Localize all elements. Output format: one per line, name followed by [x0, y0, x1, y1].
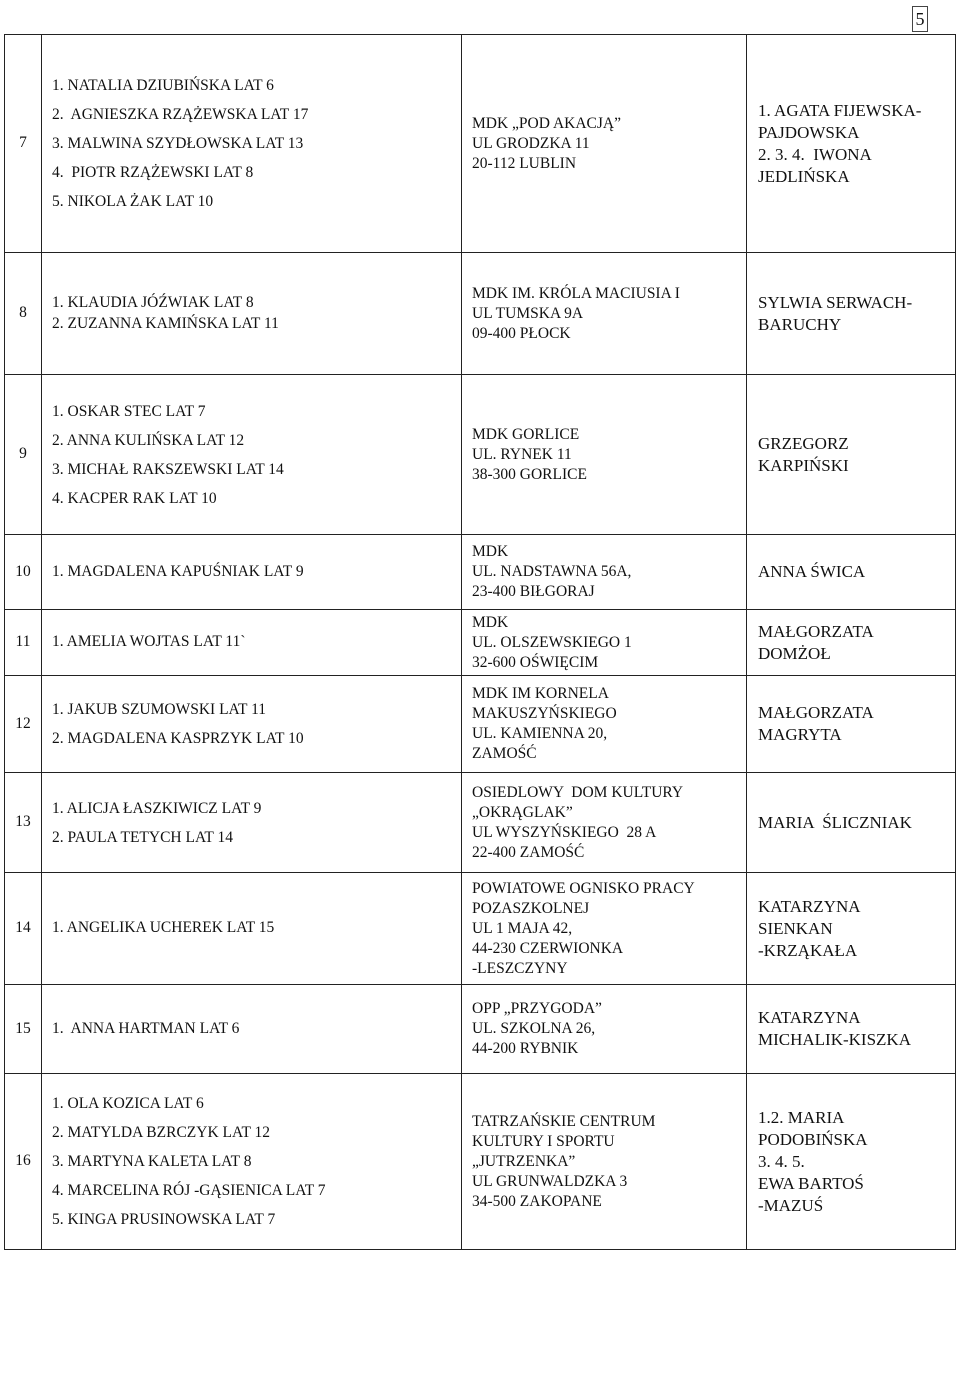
- teacher-cell-line: DOMŻOŁ: [758, 643, 831, 663]
- table-row: [5, 253, 956, 375]
- institution-cell-line: 09-400 PŁOCK: [472, 324, 571, 342]
- institution-cell-line: UL 1 MAJA 42,: [472, 919, 573, 937]
- participants-cell-line: 1. OLA KOZICA LAT 6: [52, 1095, 204, 1112]
- institution-cell-line: 20-112 LUBLIN: [472, 154, 577, 172]
- teacher-cell: [747, 610, 956, 676]
- institution-cell-line: 32-600 OŚWIĘCIM: [472, 653, 599, 671]
- institution-cell-line: UL GRUNWALDZKA 3: [472, 1172, 628, 1190]
- teacher-cell: [747, 35, 956, 253]
- institution-cell: [462, 375, 747, 535]
- institution-cell-line: UL TUMSKA 9A: [472, 304, 584, 322]
- row-number: 11: [5, 610, 42, 676]
- institution-cell: [462, 676, 747, 773]
- participants-cell-line: 2. AGNIESZKA RZĄŻEWSKA LAT 17: [52, 106, 309, 123]
- teacher-cell-line: 3. 4. 5.: [758, 1151, 805, 1171]
- table-row: [5, 610, 956, 676]
- teacher-cell-line: MAŁGORZATA: [758, 703, 874, 722]
- participants-cell-line: 5. NIKOLA ŻAK LAT 10: [52, 193, 214, 210]
- teacher-cell-line: SIENKAN: [758, 918, 833, 938]
- institution-cell-line: 23-400 BIŁGORAJ: [472, 583, 595, 600]
- institution-cell-line: MDK IM KORNELA: [472, 685, 609, 702]
- institution-cell: [462, 1074, 747, 1250]
- institution-cell-line: „JUTRZENKA”: [472, 1152, 576, 1170]
- teacher-cell-line: 1. AGATA FIJEWSKA-: [758, 100, 922, 120]
- teacher-cell-line: MICHALIK-KISZKA: [758, 1030, 911, 1049]
- participants-cell: [42, 35, 462, 253]
- institution-cell-line: UL GRODZKA 11: [472, 134, 590, 152]
- teacher-cell-line: PODOBIŃSKA: [758, 1129, 868, 1149]
- teacher-cell-line: 1.2. MARIA: [758, 1107, 845, 1127]
- participants-cell-line: 4. MARCELINA RÓJ -GĄSIENICA LAT 7: [52, 1182, 326, 1199]
- participants-cell-line: 1. ANGELIKA UCHEREK LAT 15: [52, 919, 275, 937]
- teacher-cell-line: MAŁGORZATA: [758, 621, 874, 641]
- participants-cell-line: 3. MICHAŁ RAKSZEWSKI LAT 14: [52, 460, 284, 478]
- teacher-cell-line: BARUCHY: [758, 314, 842, 334]
- participants-cell: [42, 253, 462, 375]
- participants-cell-line: 3. MARTYNA KALETA LAT 8: [52, 1153, 252, 1170]
- institution-cell-line: 38-300 GORLICE: [472, 465, 587, 483]
- teacher-cell-line: PAJDOWSKA: [758, 122, 860, 142]
- teacher-cell: [747, 1074, 956, 1250]
- institution-cell-line: 44-200 RYBNIK: [472, 1040, 579, 1057]
- institution-cell-line: POZASZKOLNEJ: [472, 899, 590, 917]
- participants-cell-line: 3. MALWINA SZYDŁOWSKA LAT 13: [52, 135, 304, 152]
- participants-cell-line: 2. ANNA KULIŃSKA LAT 12: [52, 431, 245, 449]
- institution-cell-line: UL. KAMIENNA 20,: [472, 725, 608, 742]
- teacher-cell-line: EWA BARTOŚ: [758, 1173, 864, 1193]
- institution-cell-line: MDK GORLICE: [472, 425, 580, 443]
- participants-cell-line: 1. OSKAR STEC LAT 7: [52, 402, 206, 420]
- institution-cell-line: MAKUSZYŃSKIEGO: [472, 705, 617, 722]
- table-row: [5, 1074, 956, 1250]
- row-number: 16: [5, 1074, 42, 1250]
- participants-cell: [42, 1074, 462, 1250]
- teacher-cell-line: MARIA ŚLICZNIAK: [758, 812, 912, 832]
- teacher-cell: [747, 773, 956, 873]
- participants-cell-line: 1. NATALIA DZIUBIŃSKA LAT 6: [52, 77, 274, 94]
- institution-cell-line: KULTURY I SPORTU: [472, 1132, 615, 1150]
- institution-cell-line: OSIEDLOWY DOM KULTURY: [472, 783, 684, 801]
- teacher-cell: [747, 253, 956, 375]
- participants-cell: [42, 873, 462, 985]
- participants-cell-line: 2. ZUZANNA KAMIŃSKA LAT 11: [52, 314, 279, 332]
- participants-cell: [42, 676, 462, 773]
- teacher-cell-line: -MAZUŚ: [758, 1195, 824, 1215]
- teacher-cell-line: KARPIŃSKI: [758, 455, 849, 475]
- institution-cell-line: TATRZAŃSKIE CENTRUM: [472, 1112, 656, 1130]
- teacher-cell-line: KATARZYNA: [758, 1008, 861, 1027]
- participants-table: [4, 34, 956, 1250]
- participants-cell-line: 1. AMELIA WOJTAS LAT 11`: [52, 633, 246, 651]
- participants-cell: [42, 610, 462, 676]
- institution-cell-line: POWIATOWE OGNISKO PRACY: [472, 879, 695, 897]
- institution-cell: [462, 773, 747, 873]
- teacher-cell-line: JEDLIŃSKA: [758, 166, 850, 186]
- teacher-cell: [747, 375, 956, 535]
- institution-cell-line: 34-500 ZAKOPANE: [472, 1192, 602, 1210]
- teacher-cell-line: GRZEGORZ: [758, 433, 849, 453]
- participants-cell-line: 1. ANNA HARTMAN LAT 6: [52, 1019, 240, 1037]
- participants-cell-line: 1. KLAUDIA JÓŹWIAK LAT 8: [52, 294, 254, 311]
- row-number: 9: [5, 375, 42, 535]
- table-row: [5, 873, 956, 985]
- participants-cell: [42, 985, 462, 1074]
- institution-cell: [462, 535, 747, 610]
- row-number: 15: [5, 985, 42, 1074]
- table-row: [5, 535, 956, 610]
- institution-cell-line: UL. OLSZEWSKIEGO 1: [472, 633, 632, 651]
- participants-cell-line: 1. ALICJA ŁASZKIWICZ LAT 9: [52, 799, 262, 817]
- institution-cell: [462, 610, 747, 676]
- participants-cell: [42, 773, 462, 873]
- institution-cell-line: ZAMOŚĆ: [472, 745, 537, 762]
- table-row: [5, 676, 956, 773]
- institution-cell-line: 44-230 CZERWIONKA: [472, 939, 624, 957]
- table-row: [5, 985, 956, 1074]
- teacher-cell-line: 2. 3. 4. IWONA: [758, 144, 872, 164]
- page-number: 5: [912, 6, 928, 32]
- teacher-cell: [747, 873, 956, 985]
- row-number: 12: [5, 676, 42, 773]
- institution-cell-line: UL WYSZYŃSKIEGO 28 A: [472, 823, 657, 841]
- participants-cell-line: 4. KACPER RAK LAT 10: [52, 489, 217, 507]
- institution-cell: [462, 35, 747, 253]
- table-row: [5, 773, 956, 873]
- row-number: 10: [5, 535, 42, 610]
- teacher-cell-line: -KRZĄKAŁA: [758, 940, 858, 960]
- institution-cell-line: OPP „PRZYGODA”: [472, 1000, 602, 1017]
- participants-cell-line: 2. MAGDALENA KASPRZYK LAT 10: [52, 730, 304, 747]
- institution-cell: [462, 253, 747, 375]
- institution-cell-line: 22-400 ZAMOŚĆ: [472, 843, 585, 861]
- participants-cell-line: 4. PIOTR RZĄŻEWSKI LAT 8: [52, 164, 254, 181]
- participants-cell: [42, 375, 462, 535]
- table-row: [5, 375, 956, 535]
- participants-cell-line: 2. PAULA TETYCH LAT 14: [52, 828, 233, 846]
- table-row: [5, 35, 956, 253]
- row-number: 14: [5, 873, 42, 985]
- row-number: 13: [5, 773, 42, 873]
- teacher-cell-line: ANNA ŚWICA: [758, 562, 866, 581]
- institution-cell-line: MDK IM. KRÓLA MACIUSIA I: [472, 284, 680, 302]
- institution-cell: [462, 985, 747, 1074]
- institution-cell-line: MDK: [472, 543, 509, 560]
- institution-cell-line: -LESZCZYNY: [472, 959, 568, 977]
- teacher-cell: [747, 535, 956, 610]
- participants-cell: [42, 535, 462, 610]
- teacher-cell-line: SYLWIA SERWACH-: [758, 292, 913, 312]
- institution-cell-line: MDK: [472, 613, 509, 631]
- participants-cell-line: 1. MAGDALENA KAPUŚNIAK LAT 9: [52, 562, 304, 580]
- teacher-cell-line: MAGRYTA: [758, 725, 842, 744]
- institution-cell-line: UL. SZKOLNA 26,: [472, 1020, 596, 1037]
- row-number: 8: [5, 253, 42, 375]
- institution-cell: [462, 873, 747, 985]
- participants-cell-line: 2. MATYLDA BZRCZYK LAT 12: [52, 1124, 271, 1141]
- institution-cell-line: UL. NADSTAWNA 56A,: [472, 563, 632, 580]
- teacher-cell-line: KATARZYNA: [758, 896, 861, 916]
- institution-cell-line: UL. RYNEK 11: [472, 445, 572, 463]
- participants-cell-line: 5. KINGA PRUSINOWSKA LAT 7: [52, 1211, 276, 1228]
- participants-cell-line: 1. JAKUB SZUMOWSKI LAT 11: [52, 701, 266, 718]
- row-number: 7: [5, 35, 42, 253]
- institution-cell-line: MDK „POD AKACJĄ”: [472, 114, 621, 132]
- teacher-cell: [747, 676, 956, 773]
- teacher-cell: [747, 985, 956, 1074]
- institution-cell-line: „OKRĄGLAK”: [472, 803, 573, 821]
